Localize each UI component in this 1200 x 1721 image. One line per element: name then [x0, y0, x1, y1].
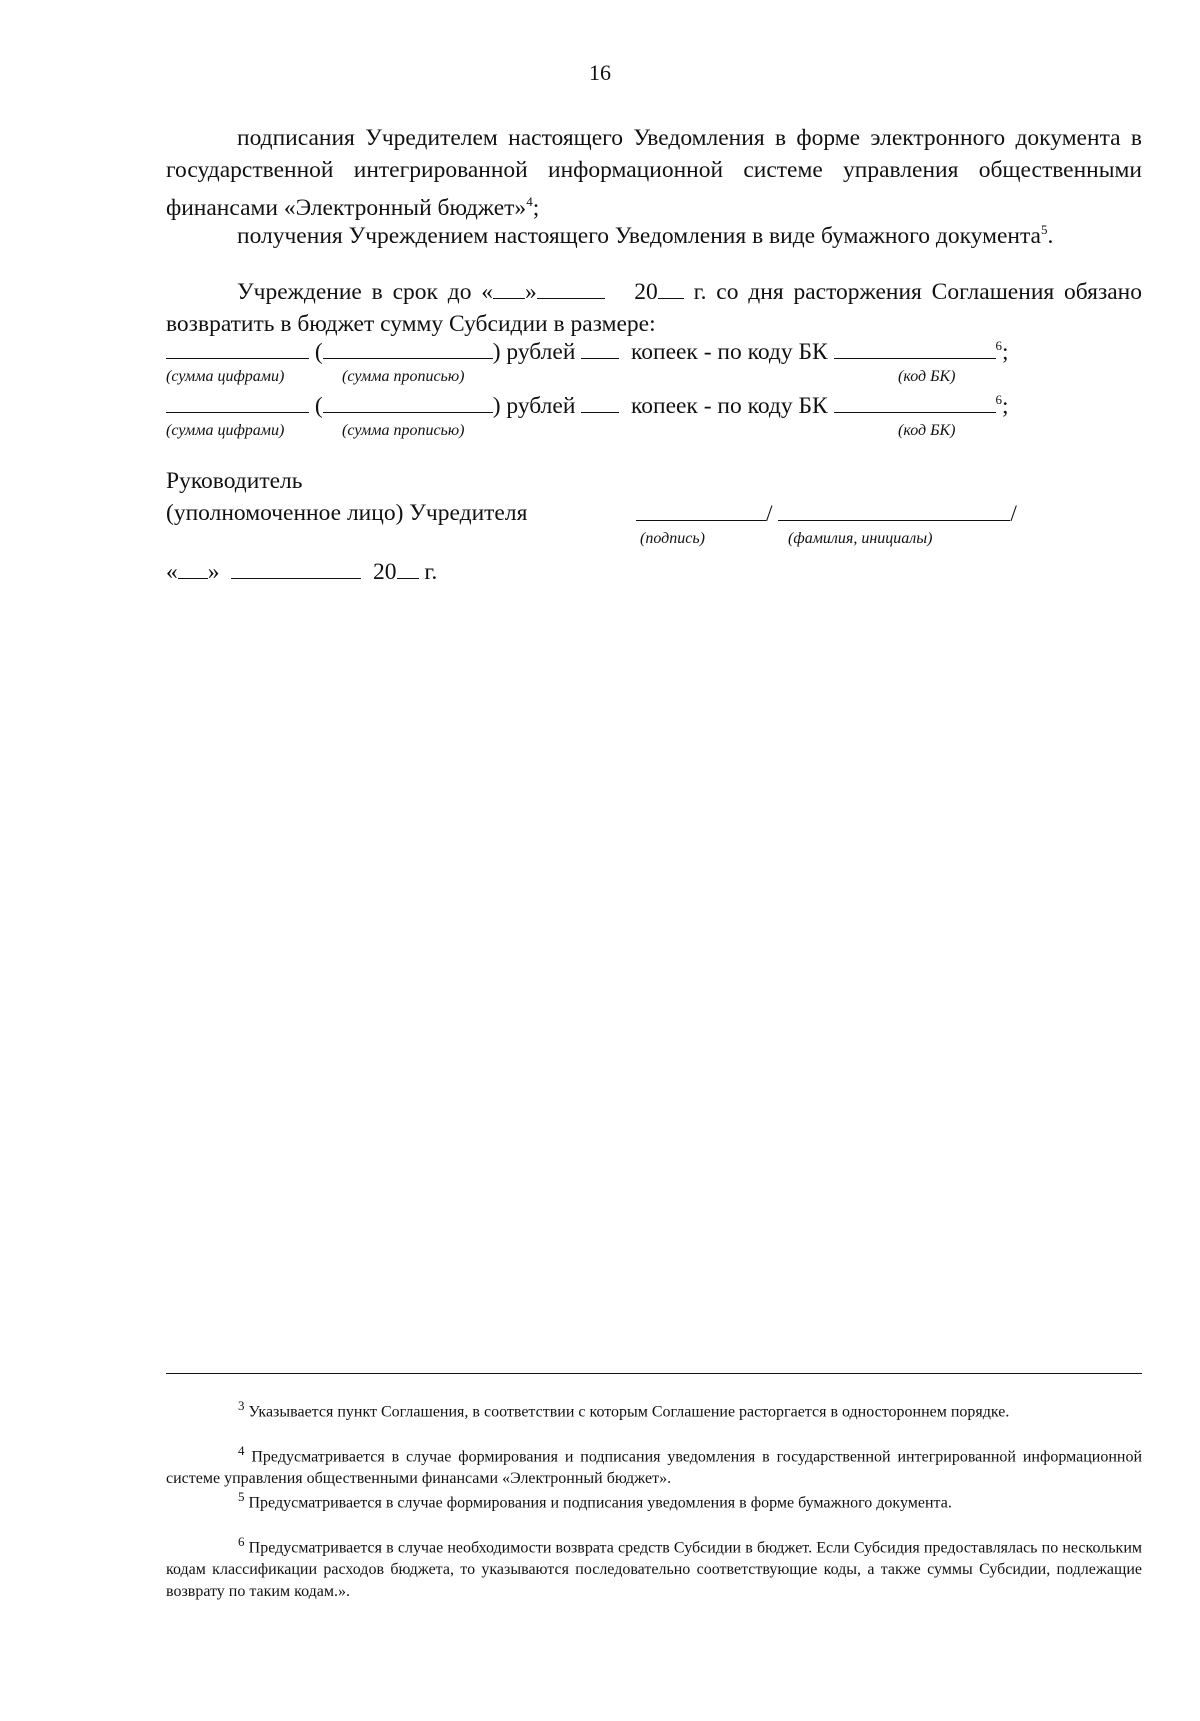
caption-sum-digits: (сумма цифрами) — [166, 368, 285, 385]
date-year-blank[interactable] — [397, 558, 419, 579]
kopeks-blank[interactable] — [581, 338, 619, 359]
footnote-number: 4 — [238, 1443, 245, 1458]
caption-bk-code: (код БК) — [898, 368, 956, 385]
row-end: ; — [1002, 339, 1009, 365]
page-number: 16 — [589, 60, 611, 85]
signatory-subtitle: (уполномоченное лицо) Учредителя — [166, 500, 528, 526]
footnote-ref: 6 — [995, 338, 1003, 354]
caption-sum-digits: (сумма цифрами) — [166, 422, 285, 439]
footnote-ref: 6 — [995, 392, 1003, 408]
deadline-text-end: г. со дня расторжения Соглашения обязано возвратить в бюджет сумму Субсидии в размере: — [166, 279, 1142, 337]
kopeks-blank[interactable] — [581, 392, 619, 413]
footnote-ref: 5 — [1040, 222, 1048, 237]
footnote-text: Указывается пункт Соглашения, в соответствии с которым Соглашение расторгается в одностороннем порядке. — [248, 1403, 1010, 1421]
caption-sum-words: (сумма прописью) — [342, 422, 465, 439]
footnote-text: Предусматривается в случае формирования и подписания уведомления в форме бумажного документа. — [248, 1494, 952, 1512]
footnote-number: 5 — [238, 1489, 245, 1504]
paragraph-electronic-signing — [166, 122, 1142, 224]
footnote-6 — [166, 1531, 1142, 1603]
name-blank[interactable] — [778, 500, 1010, 521]
kopeks-label: копеек - по коду БК — [631, 393, 828, 419]
open-paren: ( — [314, 393, 323, 419]
caption-signature: (подпись) — [640, 530, 705, 547]
date-year-suffix: г. — [424, 559, 438, 585]
sum-digits-blank[interactable] — [166, 392, 309, 413]
paragraph-paper-receipt — [166, 214, 1142, 252]
signatory-title: Руководитель — [166, 468, 303, 494]
signature-blank[interactable] — [636, 500, 766, 521]
footnote-4 — [166, 1440, 1142, 1490]
rubles-label: ) рублей — [492, 339, 576, 365]
paragraph-text: получения Учреждением настоящего Уведомления в виде бумажного документа — [237, 222, 1041, 249]
caption-name: (фамилия, инициалы) — [788, 530, 933, 547]
sum-words-blank[interactable] — [323, 338, 493, 359]
footnote-5 — [166, 1486, 1142, 1514]
row-end: ; — [1002, 393, 1009, 419]
month-blank[interactable] — [537, 278, 605, 299]
footnote-separator — [166, 1373, 1142, 1374]
paragraph-return-deadline — [166, 276, 1142, 340]
footnote-number: 3 — [238, 1398, 245, 1413]
year-blank[interactable] — [658, 278, 684, 299]
bk-code-blank[interactable] — [834, 392, 996, 413]
amount-row-1 — [166, 338, 1009, 366]
sum-digits-blank[interactable] — [166, 338, 309, 359]
open-paren: ( — [314, 339, 323, 365]
caption-sum-words: (сумма прописью) — [342, 368, 465, 385]
amount-row-2 — [166, 392, 1009, 420]
rubles-label: ) рублей — [492, 393, 576, 419]
date-day-blank[interactable] — [178, 558, 208, 579]
date-month-blank[interactable] — [231, 558, 361, 579]
date-quote-open: « — [166, 559, 178, 585]
caption-bk-code: (код БК) — [898, 422, 956, 439]
kopeks-label: копеек - по коду БК — [631, 339, 828, 365]
date-year-prefix: 20 — [373, 559, 397, 585]
slash: / — [1010, 501, 1017, 527]
sum-words-blank[interactable] — [323, 392, 493, 413]
paragraph-end: ; — [532, 194, 540, 221]
paragraph-text: подписания Учредителем настоящего Уведомления в форме электронного документа в государственной интегрированной информационной системе управления общественными финансами «Электронный бюджет» — [166, 125, 1142, 221]
deadline-text-start: Учреждение в срок до « — [237, 279, 494, 305]
date-quote-close: » — [207, 559, 220, 585]
footnote-number: 6 — [238, 1534, 245, 1549]
signature-date — [166, 558, 437, 586]
deadline-quote-close: » — [525, 279, 537, 305]
day-blank[interactable] — [493, 278, 525, 299]
bk-code-blank[interactable] — [834, 338, 996, 359]
signature-line — [636, 500, 1017, 528]
year-prefix: 20 — [634, 279, 658, 305]
paragraph-end: . — [1047, 222, 1054, 249]
slash: / — [766, 501, 773, 527]
footnote-ref: 4 — [526, 194, 533, 209]
footnote-3 — [166, 1395, 1142, 1423]
footnote-text: Предусматривается в случае формирования и подписания уведомления в государственной интегрированной информационной системе управления общественными финансами «Электронный бюджет». — [166, 1448, 1143, 1488]
footnote-text: Предусматривается в случае необходимости возврата средств Субсидии в бюджет. Если Субсидия предоставлялась по нескольким кодам классификации расходов бюджета, то указываются последовательно соответствующие коды, а также суммы Субсидии, подлежащие возврату по таким кодам.». — [166, 1539, 1143, 1601]
